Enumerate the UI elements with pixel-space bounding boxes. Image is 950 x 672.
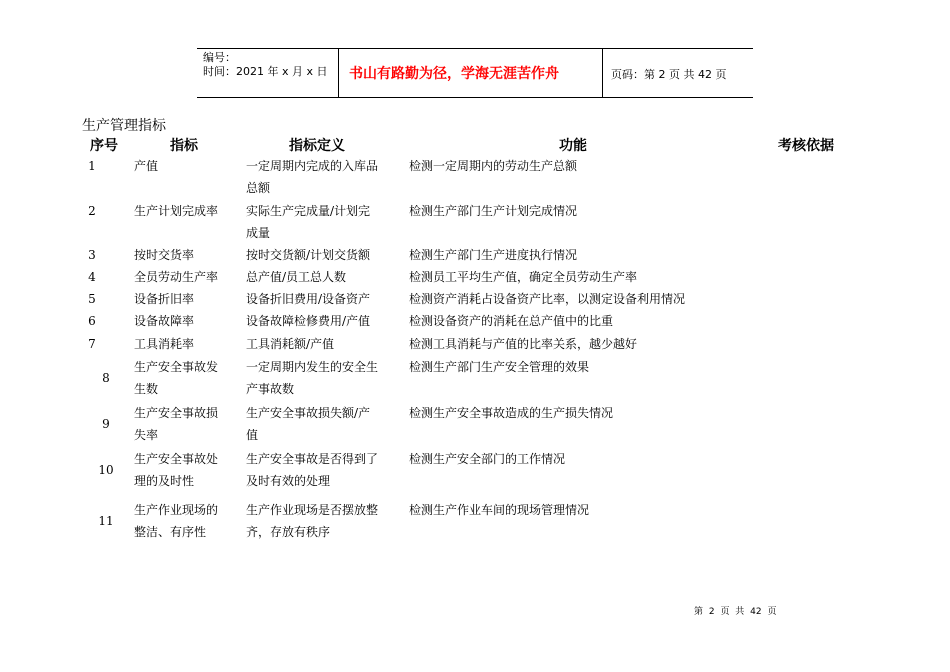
row-indicator: 生产安全事故处 理的及时性 [134, 452, 219, 488]
row-number: 5 [88, 292, 96, 306]
row-indicator: 设备折旧率 [134, 292, 195, 306]
row-number: 1 [88, 159, 96, 173]
page-header [197, 48, 753, 98]
column-header-no: 序号 [90, 138, 118, 154]
row-definition: 工具消耗额/产值 [246, 337, 335, 351]
section-title: 生产管理指标 [82, 118, 166, 134]
row-definition: 一定周期内完成的入库品 总额 [246, 159, 379, 195]
header-divider [602, 49, 603, 97]
row-function: 检测工具消耗与产值的比率关系，越少越好 [409, 337, 638, 351]
row-number: 10 [98, 463, 114, 477]
column-header-definition: 指标定义 [289, 138, 345, 154]
row-definition: 生产安全事故损失额/产 值 [246, 406, 371, 442]
row-function: 检测一定周期内的劳动生产总额 [409, 159, 578, 173]
header-left [203, 51, 328, 79]
row-definition: 设备折旧费用/设备资产 [246, 292, 371, 306]
row-number: 6 [88, 314, 96, 328]
row-definition: 一定周期内发生的安全生 产事故数 [246, 360, 379, 396]
row-function: 检测生产作业车间的现场管理情况 [409, 503, 590, 517]
row-function: 检测设备资产的消耗在总产值中的比重 [409, 314, 614, 328]
row-function: 检测生产部门生产安全管理的效果 [409, 360, 590, 374]
header-divider [338, 49, 339, 97]
row-definition: 按时交货额/计划交货额 [246, 248, 371, 262]
row-function: 检测资产消耗占设备资产比率，以测定设备利用情况 [409, 292, 686, 306]
column-header-basis: 考核依据 [778, 138, 834, 154]
row-number: 8 [102, 371, 110, 385]
row-definition: 生产作业现场是否摆放整 齐，存放有秩序 [246, 503, 379, 539]
header-motto: 书山有路勤为径，学海无涯苦作舟 [349, 66, 559, 82]
row-function: 检测生产部门生产计划完成情况 [409, 204, 578, 218]
row-indicator: 设备故障率 [134, 314, 195, 328]
row-indicator: 工具消耗率 [134, 337, 195, 351]
row-number: 4 [88, 270, 96, 284]
number-label: 编号： [203, 51, 236, 64]
row-indicator: 生产安全事故发 生数 [134, 360, 219, 396]
row-definition: 生产安全事故是否得到了 及时有效的处理 [246, 452, 379, 488]
row-function: 检测生产部门生产进度执行情况 [409, 248, 578, 262]
column-header-function: 功能 [559, 138, 587, 154]
row-indicator: 生产作业现场的 整洁、有序性 [134, 503, 219, 539]
row-definition: 实际生产完成量/计划完 成量 [246, 204, 371, 240]
header-page-info: 页码：第 2 页 共 42 页 [611, 68, 727, 81]
row-function: 检测生产安全事故造成的生产损失情况 [409, 406, 614, 420]
row-definition: 设备故障检修费用/产值 [246, 314, 371, 328]
column-header-indicator: 指标 [170, 138, 198, 154]
row-number: 3 [88, 248, 96, 262]
row-indicator: 生产安全事故损 失率 [134, 406, 219, 442]
time-label: 时间：2021 年 x 月 x 日 [203, 65, 328, 78]
row-indicator: 产值 [134, 159, 159, 173]
row-definition: 总产值/员工总人数 [246, 270, 347, 284]
row-indicator: 生产计划完成率 [134, 204, 219, 218]
row-number: 7 [88, 337, 96, 351]
row-function: 检测员工平均生产值，确定全员劳动生产率 [409, 270, 638, 284]
row-function: 检测生产安全部门的工作情况 [409, 452, 566, 466]
row-indicator: 全员劳动生产率 [134, 270, 219, 284]
row-number: 11 [98, 514, 114, 528]
page-footer: 第 2 页 共 42 页 [694, 607, 777, 617]
row-indicator: 按时交货率 [134, 248, 195, 262]
row-number: 9 [102, 417, 110, 431]
row-number: 2 [88, 204, 96, 218]
